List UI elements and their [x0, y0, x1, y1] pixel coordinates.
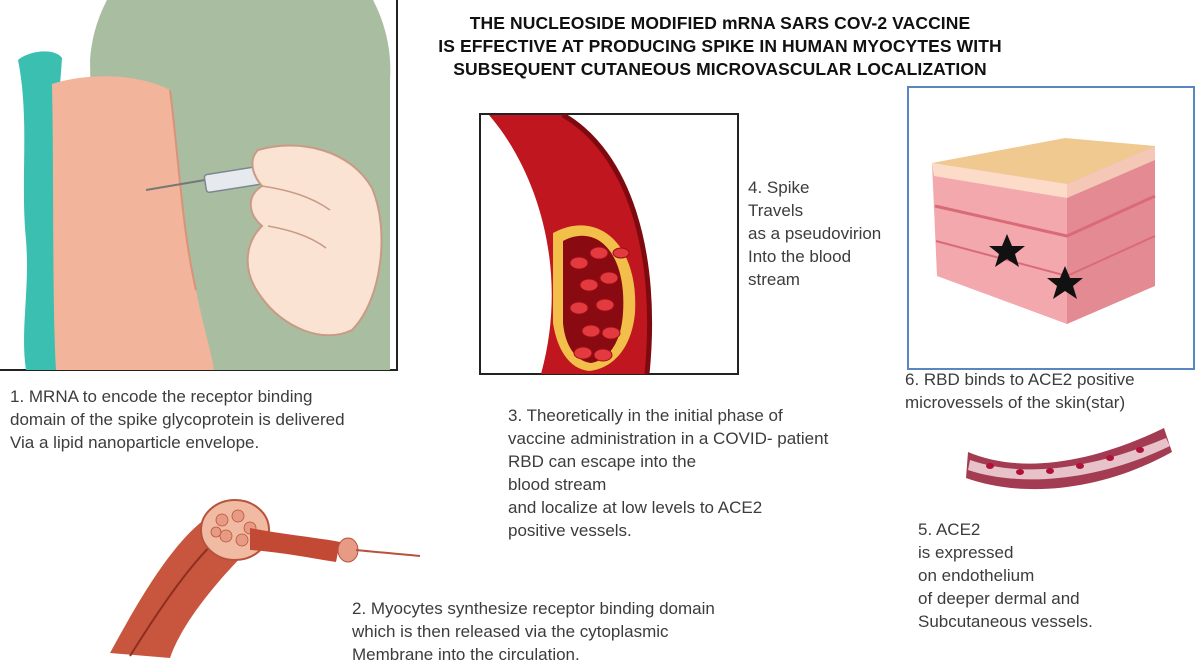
step-5-line-1: 5. ACE2 — [918, 520, 981, 539]
small-vessel-panel — [950, 414, 1190, 506]
step-4-line-1: 4. Spike — [748, 178, 810, 197]
step-4-line-3: as a pseudovirion — [748, 224, 882, 243]
step-6-text — [905, 368, 1135, 414]
step-3-line-6: positive vessels. — [508, 521, 632, 540]
step-5-text — [918, 518, 1093, 633]
blood-vessel-illustration — [479, 113, 739, 375]
step-2-line-3: Membrane into the circulation. — [352, 645, 580, 664]
step-1-line-3: Via a lipid nanoparticle envelope. — [10, 433, 260, 452]
blood-vessel-panel — [479, 113, 739, 375]
step-5-line-3: on endothelium — [918, 566, 1035, 585]
step-6-line-1: 6. RBD binds to ACE2 positive — [905, 370, 1135, 389]
step-4-line-5: stream — [748, 270, 800, 289]
step-3-line-2: vaccine administration in a COVID- patient — [508, 429, 829, 448]
title-line-3: SUBSEQUENT CUTANEOUS MICROVASCULAR LOCALIZATION — [453, 59, 987, 79]
step-3-line-1: 3. Theoretically in the initial phase of — [508, 406, 783, 425]
title-line-1: THE NUCLEOSIDE MODIFIED mRNA SARS COV-2 VACCINE — [469, 13, 971, 33]
step-1-line-2: domain of the spike glycoprotein is delivered — [10, 410, 345, 429]
diagram-title — [395, 12, 1045, 81]
step-1-text — [10, 385, 345, 454]
step-5-line-2: is expressed — [918, 543, 1014, 562]
step-3-text — [508, 404, 828, 542]
step-3-line-5: and localize at low levels to ACE2 — [508, 498, 763, 517]
step-2-text — [352, 597, 715, 666]
injection-panel — [0, 0, 400, 372]
step-5-line-4: of deeper dermal and — [918, 589, 1080, 608]
title-line-2: IS EFFECTIVE AT PRODUCING SPIKE IN HUMAN MYOCYTES WITH — [438, 36, 1002, 56]
step-4-text — [748, 176, 881, 291]
step-5-line-5: Subcutaneous vessels. — [918, 612, 1093, 631]
step-1-line-1: 1. MRNA to encode the receptor binding — [10, 387, 313, 406]
skin-panel — [907, 86, 1195, 370]
step-2-line-2: which is then released via the cytoplasmic — [352, 622, 669, 641]
step-3-line-4: blood stream — [508, 475, 607, 494]
step-3-line-3: RBD can escape into the — [508, 452, 697, 471]
skin-block-illustration — [907, 86, 1195, 370]
step-2-line-1: 2. Myocytes synthesize receptor binding domain — [352, 599, 715, 618]
step-4-line-2: Travels — [748, 201, 804, 220]
small-vessel-illustration — [950, 414, 1190, 506]
syringe-in-arm-illustration — [0, 0, 400, 372]
step-4-line-4: Into the blood — [748, 247, 852, 266]
step-6-line-2: microvessels of the skin(star) — [905, 393, 1126, 412]
